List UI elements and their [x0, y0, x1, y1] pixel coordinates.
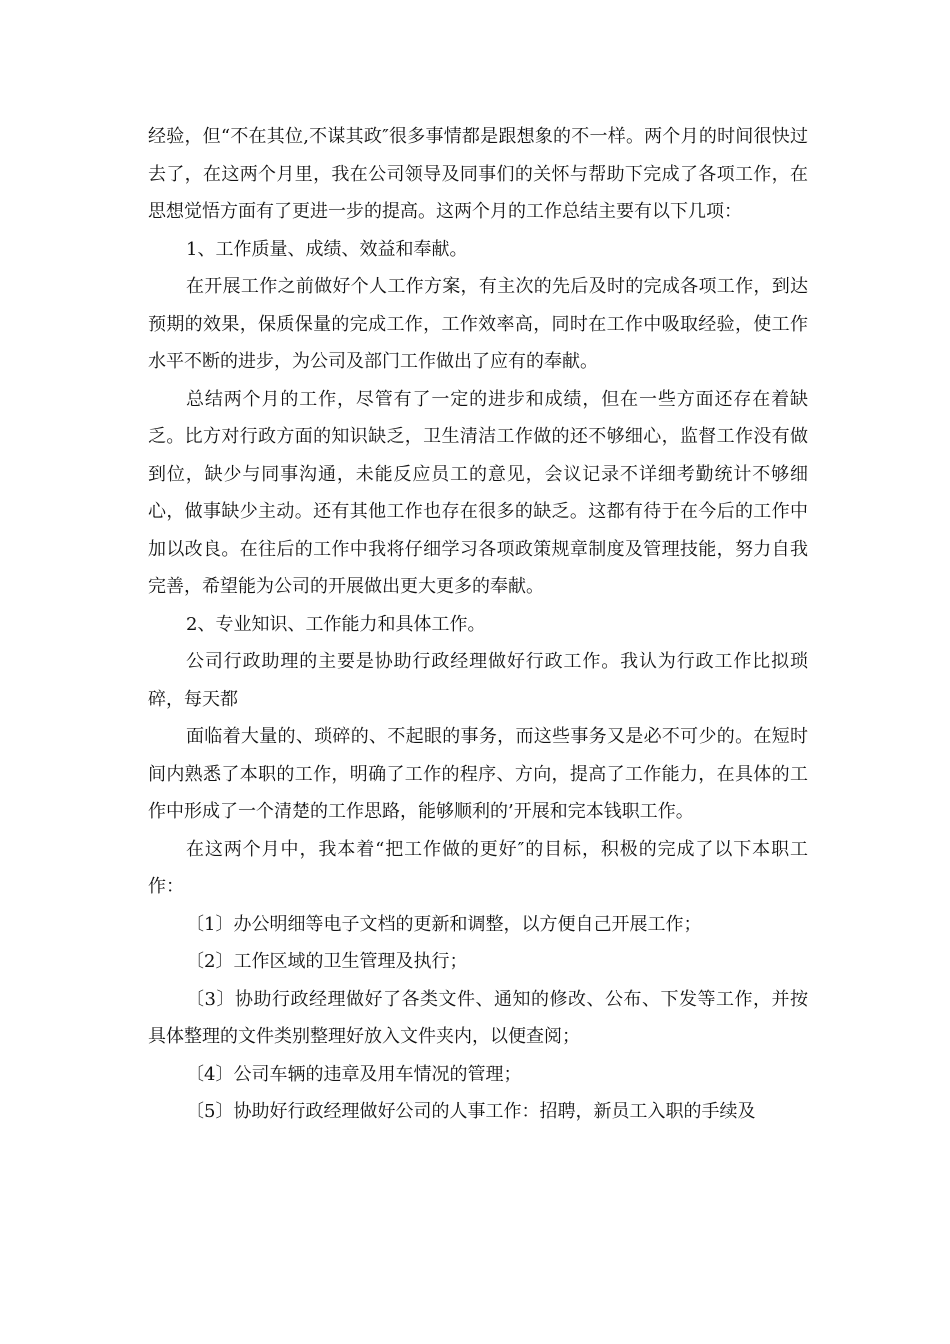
list-item: 〔3〕协助行政经理做好了各类文件、通知的修改、公布、下发等工作，并按具体整理的文件类别整理好放入文件夹内，以便查阅； [148, 988, 808, 1047]
list-item: 〔4〕公司车辆的违章及用车情况的管理； [186, 1063, 522, 1085]
section-heading-knowledge: 2、专业知识、工作能力和具体工作。 [186, 613, 486, 635]
paragraph-goal: 在这两个月中，我本着“把工作做的更好″的目标，积极的完成了以下本职工作： [148, 838, 808, 897]
section-heading-quality: 1、工作质量、成绩、效益和奉献。 [186, 238, 468, 260]
paragraph-work-plan: 在开展工作之前做好个人工作方案，有主次的先后及时的完成各项工作，到达预期的效果，保质保量的完成工作，工作效率高，同时在工作中吸取经验，使工作水平不断的进步，为公司及部门工作做出了应有的奉献。 [148, 276, 808, 372]
paragraph-intro: 经验，但“不在其位,不谋其政″很多事情都是跟想象的不一样。两个月的时间很快过去了，在这两个月里，我在公司领导及同事们的关怀与帮助下完成了各项工作，在思想觉悟方面有了更进一步的提高。这两个月的工作总结主要有以下几项： [148, 126, 808, 222]
paragraph-assistant-role: 公司行政助理的主要是协助行政经理做好行政工作。我认为行政工作比拟琐碎，每天都 [148, 651, 808, 710]
paragraph-shortcomings: 总结两个月的工作，尽管有了一定的进步和成绩，但在一些方面还存在着缺乏。比方对行政方面的知识缺乏，卫生清洁工作做的还不够细心，监督工作没有做到位，缺少与同事沟通，未能反应员工的意见，会议记录不详细考勤统计不够细心，做事缺少主动。还有其他工作也存在很多的缺乏。这都有待于在今后的工作中加以改良。在往后的工作中我将仔细学习各项政策规章制度及管理技能，努力自我完善，希望能为公司的开展做出更大更多的奉献。 [148, 388, 808, 597]
list-item: 〔5〕协助好行政经理做好公司的人事工作：招聘，新员工入职的手续及 [186, 1101, 756, 1122]
document-body [148, 118, 808, 1131]
paragraph-daily-tasks: 面临着大量的、琐碎的、不起眼的事务，而这些事务又是必不可少的。在短时间内熟悉了本职的工作，明确了工作的程序、方向，提高了工作能力，在具体的工作中形成了一个清楚的工作思路，能够顺利的’开展和完本钱职工作。 [148, 726, 808, 822]
list-item: 〔2〕工作区域的卫生管理及执行； [186, 951, 468, 972]
list-item: 〔1〕办公明细等电子文档的更新和调整，以方便自己开展工作； [186, 913, 702, 935]
